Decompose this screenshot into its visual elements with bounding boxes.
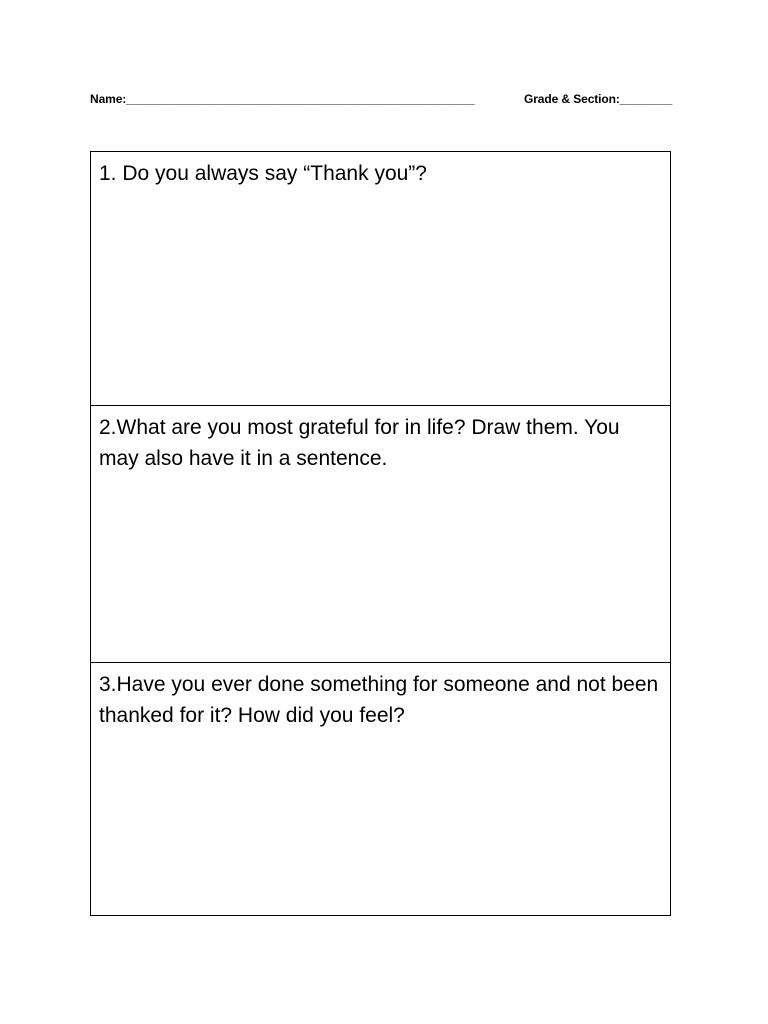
question-table — [90, 151, 671, 916]
name-field-label: Name:_____________________________________________________ — [90, 92, 475, 106]
question-2-text: 2.What are you most grateful for in life? Draw them. You may also have it in a sentence. — [99, 416, 620, 470]
question-3-text: 3.Have you ever done something for someone and not been thanked for it? How did you feel? — [99, 673, 659, 727]
grade-section-field-label: Grade & Section:________ — [524, 92, 673, 106]
answer-box-1[interactable] — [91, 152, 670, 406]
answer-box-2[interactable] — [91, 406, 670, 663]
question-1-text: 1. Do you always say “Thank you”? — [99, 162, 427, 185]
answer-box-3[interactable] — [91, 663, 670, 915]
